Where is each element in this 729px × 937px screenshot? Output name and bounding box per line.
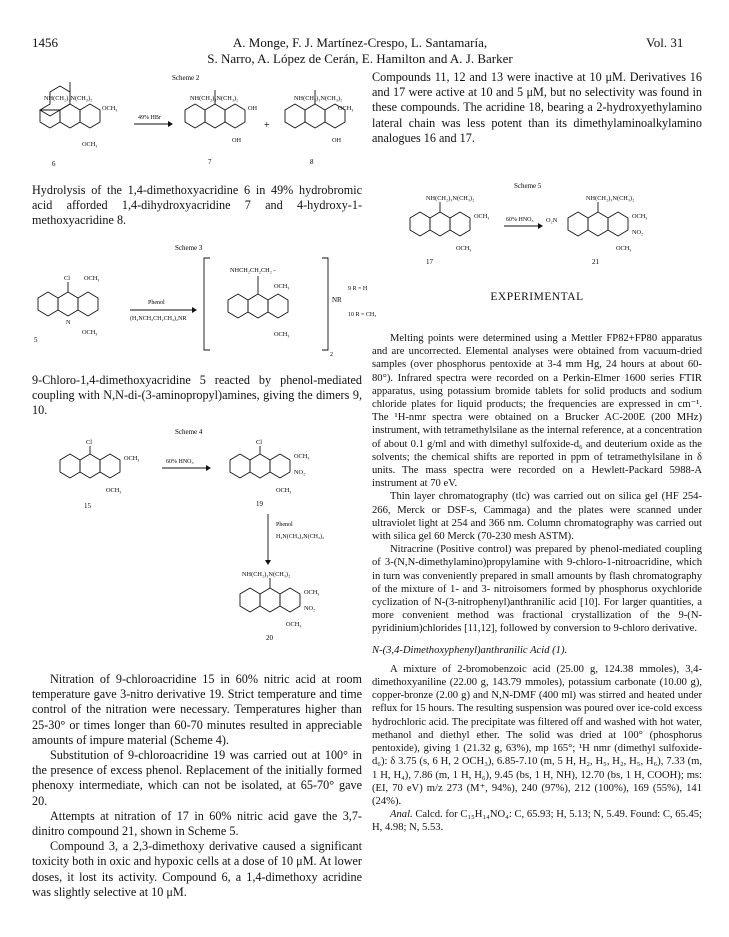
scheme-2-och3-8: OCH₃ xyxy=(338,105,354,112)
scheme-5-no2-21: NO₂ xyxy=(632,229,644,236)
scheme-3-n: N xyxy=(66,319,71,326)
scheme-3-nr: NR xyxy=(332,296,342,304)
scheme-5-och3-21b: OCH₃ xyxy=(616,245,632,252)
anal-text: Calcd. for C₁₅H₁₄NO₄: C, 65.93; H, 5.13; N, 5.49. Found: C, 65.45; H, 4.98; N, 5.53. xyxy=(372,809,702,834)
scheme-3-sub2: 2 xyxy=(330,352,333,358)
scheme-4-och3-20b: OCH₃ xyxy=(286,621,302,628)
scheme-3-och3-b: OCH₃ xyxy=(82,329,98,336)
scheme-4-och3-15a: OCH₃ xyxy=(124,455,140,462)
label-7: 7 xyxy=(208,158,212,166)
scheme-3-reagent-top: Phenol xyxy=(148,300,165,306)
scheme-4-och3-19b: OCH₃ xyxy=(276,487,292,494)
paragraph-tlc: Thin layer chromatography (tlc) was carried out on silica gel (HF 254-266, Merck or DSF-s, Cammaga) and the plates were scanned under ultraviolet light at 254 and 366 nm. Column chromatography was carried out with silica gel 60 Merck (70-230 mesh ASTM). xyxy=(372,491,702,543)
acridine-structure-19 xyxy=(230,446,290,478)
scheme-4-side-20: NH(CH₂)₃N(CH₃)₂ xyxy=(242,571,291,578)
authors-line-2: S. Narro, A. López de Cerán, E. Hamilton and A. J. Barker xyxy=(207,51,513,66)
scheme-2-sub-6: NH(CH₂)₃N(CH₃)₂ xyxy=(44,95,93,102)
scheme-4-cl-19: Cl xyxy=(256,439,262,446)
paragraph-hydrolysis: Hydrolysis of the 1,4-dimethoxyacridine 6 in 49% hydrobromic acid afforded 1,4-dihydroxyacridine 7 and 4-hydroxy-1-methoxyacridine 8. xyxy=(32,183,362,228)
scheme-5-title: Scheme 5 xyxy=(514,182,542,190)
paragraph-analysis xyxy=(372,808,702,834)
label-20: 20 xyxy=(266,634,273,642)
paragraph-dinitro: Attempts at nitration of 17 in 60% nitric acid gave the 3,7-dinitro compound 21, shown in Scheme 5. xyxy=(32,808,362,839)
scheme-5-reagent: 60% HNO₃ xyxy=(506,217,534,223)
experimental-heading: EXPERIMENTAL xyxy=(490,291,584,303)
volume: Vol. 31 xyxy=(646,35,684,50)
acridine-structure-6 xyxy=(40,82,100,128)
scheme-4-no2-20: NO₂ xyxy=(304,605,316,612)
scheme-3-och3-c: OCH₃ xyxy=(274,283,290,290)
scheme-2-oh-8: OH xyxy=(332,137,342,144)
paragraph-toxicity: Compound 3, a 2,3-dimethoxy derivative caused a significant toxicity both in oxic and hypoxic cells at a dose of 10 μM. At lower doses, it lost its activity. Compound 6, a 1,4-dimethoxy acridine was slightly selective at 10 μM. xyxy=(32,839,362,899)
anal-label: Anal. xyxy=(390,809,413,821)
scheme-3-title: Scheme 3 xyxy=(175,244,203,252)
scheme-5-side-21: NH(CH₂)₃N(CH₃)₂ xyxy=(586,195,635,202)
acridine-structure-15 xyxy=(60,446,120,478)
scheme-3-reagent-bottom: (H₂NCH₂CH₂CH₂)₂NR xyxy=(130,316,187,322)
label-8: 8 xyxy=(310,158,314,166)
scheme-4-reagent2-bottom: H₂N(CH₂)₃N(CH₃)₂ xyxy=(276,534,325,540)
scheme-3-side-chain: NHCH₂CH₂CH₂ - xyxy=(230,267,276,274)
experimental-text xyxy=(372,332,702,835)
label-21: 21 xyxy=(592,258,599,266)
scheme-2-plus: + xyxy=(264,120,270,131)
paragraph-coupling: 9-Chloro-1,4-dimethoxyacridine 5 reacted by phenol-mediated coupling with N,N-di-(3-aminopropyl)amines, giving the dimers 9, 10. xyxy=(32,373,362,418)
scheme-2-sub-8: NH(CH₂)₃N(CH₃)₂ xyxy=(294,95,343,102)
label-5: 5 xyxy=(34,336,38,344)
scheme-2-och3-6b: OCH₃ xyxy=(82,141,98,148)
scheme-4-cl-15: Cl xyxy=(86,439,92,446)
scheme-4-title: Scheme 4 xyxy=(175,428,203,436)
scheme-5-och3-17a: OCH₃ xyxy=(474,213,490,220)
label-15: 15 xyxy=(84,502,91,510)
scheme-2-reagent: 49% HBr xyxy=(138,115,161,121)
scheme-3-och3-a: OCH₃ xyxy=(84,275,100,282)
label-19: 19 xyxy=(256,500,263,508)
acridine-structure-17 xyxy=(410,202,470,236)
scheme-4 xyxy=(30,424,370,660)
label-17: 17 xyxy=(426,258,433,266)
scheme-2-oh-7b: OH xyxy=(232,137,242,144)
page-number: 1456 xyxy=(32,35,58,50)
scheme-3-cl: Cl xyxy=(64,275,70,282)
acridine-structure-21 xyxy=(568,202,628,236)
scheme-2 xyxy=(30,70,370,180)
label-6: 6 xyxy=(52,160,56,168)
left-column-text xyxy=(32,672,362,900)
acridine-structure-5 xyxy=(38,282,98,316)
scheme-4-och3-15b: OCH₃ xyxy=(106,487,122,494)
scheme-2-oh-7a: OH xyxy=(248,105,258,112)
paragraph-nitration: Nitration of 9-chloroacridine 15 in 60% nitric acid at room temperature gave 3-nitro derivative 19. Strict temperature and time control of the nitration were necessary. Temperatures higher than 25-30° or times longer than 60-70 minutes resulted in appreciable amounts of impure material (Scheme 4). xyxy=(32,672,362,747)
scheme-5-side-17: NH(CH₂)₃N(CH₃)₂ xyxy=(426,195,475,202)
scheme-4-reagent2-top: Phenol xyxy=(276,522,293,528)
scheme-3-och3-d: OCH₃ xyxy=(274,331,290,338)
paragraph-nitracrine: Nitracrine (Positive control) was prepared by phenol-mediated coupling of 3-(N,N-dimethylamino)propylamine with 9-chloro-1-nitroacridine, which in turn was conveniently prepared in small amounts by flash chromatography of the mixture of 1- and 3- nitroisomers formed by phosphorus oxychloride cyclization of N-(3-nitrophenyl)anthranilic acid [10]. For larger quantities, a more convenient method was fractional crystallization of the 9-(N-pyridinium)chlorides [11,12], followed by conversion to 9-chloro derivative. xyxy=(372,544,702,635)
paragraph-substitution: Substitution of 9-chloroacridine 19 was carried out at 100° in the presence of excess phenol. Replacement of the initially formed phenoxy intermediate, which can not be isolated, at 65-70° gave 20. xyxy=(32,748,362,808)
scheme-3-r9: 9 R = H xyxy=(348,286,368,292)
scheme-5-och3-21a: OCH₃ xyxy=(632,213,648,220)
scheme-4-reagent: 60% HNO₃ xyxy=(166,459,194,465)
scheme-3 xyxy=(30,238,377,358)
scheme-3-r10: 10 R = CH₃ xyxy=(348,312,377,318)
compound-heading: N-(3,4-Dimethoxyphenyl)anthranilic Acid (1). xyxy=(372,644,568,656)
scheme-5 xyxy=(370,178,710,274)
scheme-5-och3-17b: OCH₃ xyxy=(456,245,472,252)
scheme-2-och3-6a: OCH₃ xyxy=(102,105,118,112)
scheme-2-sub-7: NH(CH₂)₃N(CH₃)₂ xyxy=(190,95,239,102)
scheme-5-o2n: O₂N xyxy=(546,217,558,224)
paragraph-methods: Melting points were determined using a Mettler FP82+FP80 apparatus and are uncorrected. Elemental analyses were obtained from vacuum-dried samples (over phosphorus pentoxide at 3-4 mm Hg, 24 hours at about 60-80°). Infrared spectra were recorded on a Perkin-Elmer 1600 series FTIR apparatus, using potassium bromide tablets for solid products and sodium chloride plates for liquid products; the frequencies are expressed in cm⁻¹. The ¹H-nmr spectra were obtained on a Brucker AC-200E (200 MHz) instrument, with tetramethylsilane as the internal reference, at a concentration of about 0.1 g/ml and with dimethyl sulfoxide-d₆ and deuterium oxide as the solvents; the chemical shifts are reported in ppm of tetramethylsilane in δ units. The mass spectra were recorded on a Hewlett-Packard 5988-A instrument at 70 eV. xyxy=(372,333,702,490)
acridine-structure-20 xyxy=(240,578,300,612)
scheme-4-och3-20a: OCH₃ xyxy=(304,589,320,596)
authors-line-1: A. Monge, F. J. Martínez-Crespo, L. Santamaría, xyxy=(232,35,488,50)
paragraph-activity: Compounds 11, 12 and 13 were inactive at 10 μM. Derivatives 16 and 17 were active at 10 and 5 μM, but no selectivity was found in these compounds. The acridine 18, bearing a 2-hydroxyethylamino lateral chain was less potent than its dimethylaminoalkylamino analogues 16 and 17. xyxy=(372,70,702,145)
scheme-2-title: Scheme 2 xyxy=(172,74,200,82)
paragraph-compound-1: A mixture of 2-bromobenzoic acid (25.00 g, 124.38 mmoles), 3,4-dimethoxyaniline (22.00 g, 143.79 mmoles), potassium carbonate (10.00 g), copper-bronze (2.00 g) and N,N-DMF (400 ml) was stirred and heated under reflux for 15 hours. The resulting suspension was poured over ice-cold excess hydrochloric acid. The precipitate was filtered off and washed with hot water, methanol and diethyl ether. The solid was dried at 100° (phosphorus pentoxide), giving 1 (21.32 g, 63%), mp 165°; ¹H nmr (dimethyl sulfoxide-d₆): δ 3.75 (s, 6 H, 2 OCH₃), 6.85-7.10 (m, 5 H, H₂, H₅, H₂, H₅, H₆), 7.33 (m, 1 H, H₄), 7.86 (m, 1 H, H₆), 9.45 (bs, 1 H, NH), 12.70 (bs, 1 H, COOH); ms: (EI, 70 eV) m/z 273 (M⁺, 94%), 240 (97%), 212 (100%), 169 (55%), 141 (24%). xyxy=(372,663,702,807)
scheme-4-och3-19a: OCH₃ xyxy=(294,453,310,460)
scheme-4-no2-19: NO₂ xyxy=(294,469,306,476)
